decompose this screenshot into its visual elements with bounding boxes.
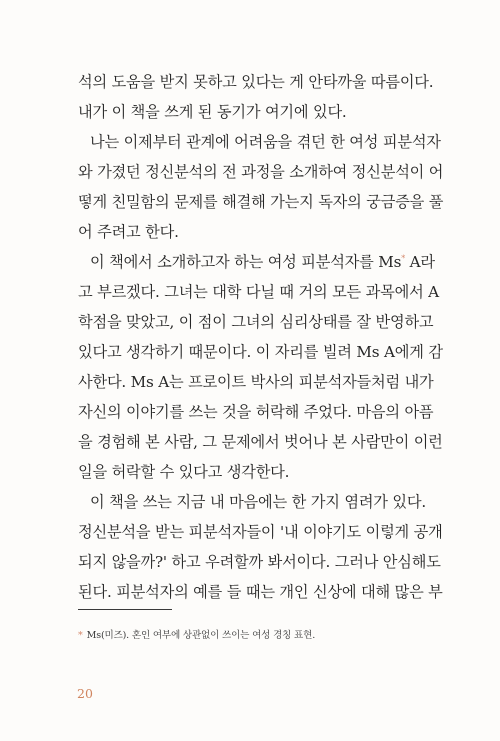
body-line-7-text: 이 책에서 소개하고자 하는 여성 피분석자를 Ms (90, 253, 402, 271)
body-line-8: 고 부르겠다. 그녀는 대학 다닐 때 거의 모든 과목에서 A (78, 283, 439, 301)
footnote-divider (78, 609, 172, 610)
body-line-15: 이 책을 쓰는 지금 내 마음에는 한 가지 염려가 있다. (90, 493, 426, 511)
footnote-reference-mark: * (401, 253, 406, 263)
footnote (78, 629, 438, 643)
footnote-text: Ms(미즈). 혼인 여부에 상관없이 쓰이는 여성 경칭 표현. (86, 630, 316, 641)
body-line-18: 된다. 피분석자의 예를 들 때는 개인 신상에 대해 많은 부 (78, 583, 443, 601)
body-line-7-tail: A라 (409, 253, 435, 271)
body-line-17: 되지 않을까?' 하고 우려할까 봐서이다. 그러나 안심해도 (78, 553, 441, 571)
body-line-5: 떻게 친밀함의 문제를 해결해 가는지 독자의 궁금증을 풀 (78, 193, 444, 211)
body-line-16: 정신분석을 받는 피분석자들이 '내 이야기도 이렇게 공개 (78, 523, 443, 541)
body-line-12: 자신의 이야기를 쓰는 것을 허락해 주었다. 마음의 아픔 (78, 403, 434, 421)
body-line-6: 어 주려고 한다. (78, 223, 179, 241)
body-line-7 (90, 252, 435, 272)
body-line-3: 나는 이제부터 관계에 어려움을 겪던 한 여성 피분석자 (90, 133, 441, 151)
body-line-9: 학점을 맞았고, 이 점이 그녀의 심리상태를 잘 반영하고 (78, 313, 434, 331)
body-line-10: 있다고 생각하기 때문이다. 이 자리를 빌려 Ms A에게 감 (78, 343, 443, 361)
body-line-4: 와 가졌던 정신분석의 전 과정을 소개하여 정신분석이 어 (78, 163, 444, 181)
footnote-mark: * (78, 630, 83, 641)
body-line-14: 일을 허락할 수 있다고 생각한다. (78, 463, 290, 481)
body-line-2: 내가 이 책을 쓰게 된 동기가 여기에 있다. (78, 103, 347, 121)
page-number: 20 (77, 686, 93, 701)
body-line-1: 석의 도움을 받지 못하고 있다는 게 안타까울 따름이다. (78, 73, 434, 91)
body-line-11: 사한다. Ms A는 프로이트 박사의 피분석자들처럼 내가 (78, 373, 434, 391)
body-line-13: 을 경험해 본 사람, 그 문제에서 벗어나 본 사람만이 이런 (78, 433, 443, 451)
